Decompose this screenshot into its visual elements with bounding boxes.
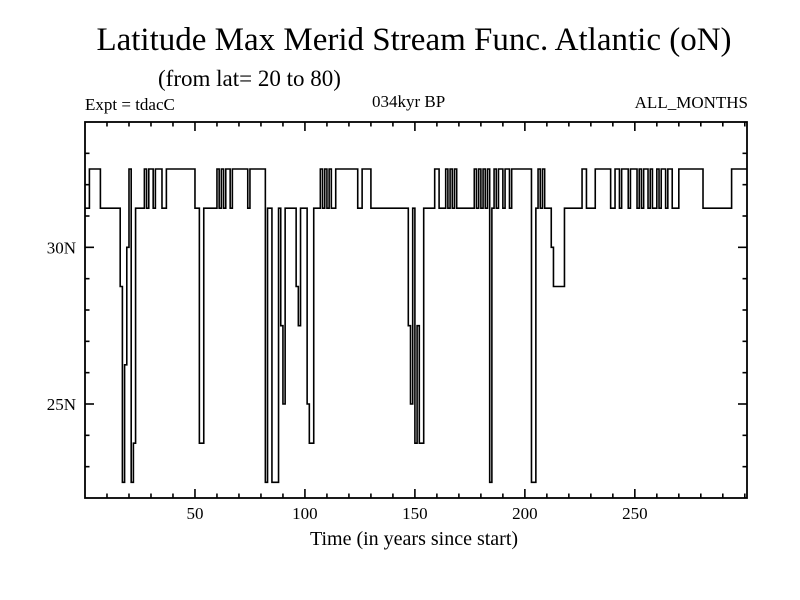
y-tick-label: 25N xyxy=(46,395,76,414)
time-slice-label: 034kyr BP xyxy=(372,92,446,111)
experiment-label: Expt = tdacC xyxy=(85,95,175,114)
x-tick-label: 50 xyxy=(186,504,204,523)
y-tick-label: 30N xyxy=(46,238,76,258)
x-tick-label: 150 xyxy=(402,504,428,523)
data-line xyxy=(85,169,747,482)
x-axis-title: Time (in years since start) xyxy=(309,528,519,550)
months-label: ALL_MONTHS xyxy=(634,93,748,112)
x-tick-label: 200 xyxy=(512,504,538,523)
x-tick-label: 100 xyxy=(292,504,318,523)
chart-title: Latitude Max Merid Stream Func. Atlantic (oN) xyxy=(96,22,732,58)
chart-subtitle: (from lat= 20 to 80) xyxy=(158,66,341,91)
x-tick-label: 250 xyxy=(622,504,648,523)
